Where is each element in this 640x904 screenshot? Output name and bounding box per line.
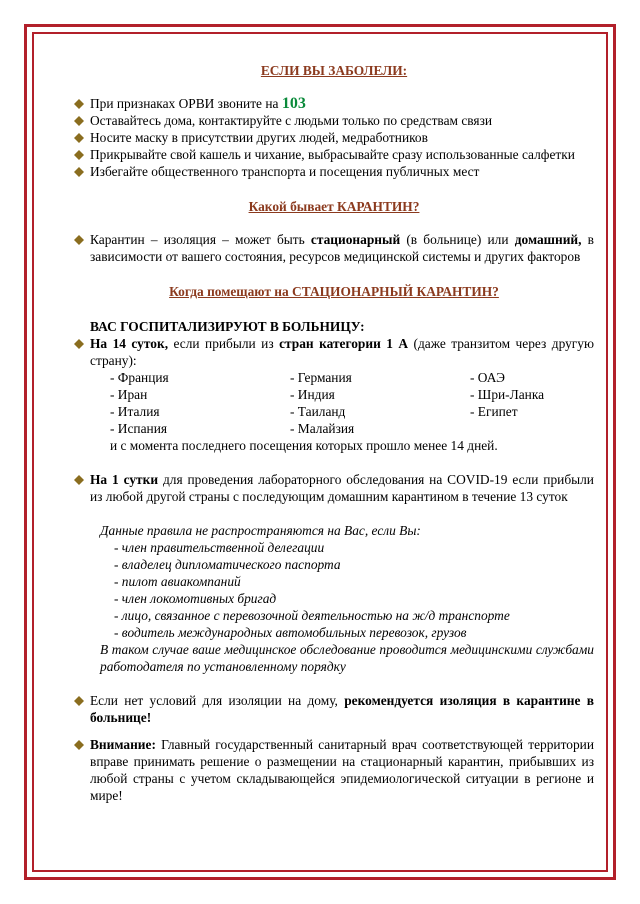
exception-item: - водитель международных автомобильных перевозок, грузов (114, 625, 467, 640)
exception-item: - член правительственной делегации (114, 540, 325, 555)
diamond-bullet-icon (74, 116, 84, 126)
list-item: Носите маску в присутствии других людей, медработников (74, 129, 594, 146)
hospitalization-list (74, 335, 594, 505)
country-item: - Испания (110, 421, 168, 436)
list-item: На 1 сутки для проведения лабораторного обследования на COVID-19 если прибыли из любой другой страны с последующим домашним карантином в течение 13 суток (74, 471, 594, 505)
country-list (110, 369, 594, 437)
list-item: Оставайтесь дома, контактируйте с людьми только по средствам связи (74, 112, 594, 129)
list-item: Если нет условий для изоляции на дому, рекомендуется изоляция в карантине в больнице! (74, 692, 594, 726)
diamond-bullet-icon (74, 99, 84, 109)
diamond-bullet-icon (74, 696, 84, 706)
country-item: - Франция (110, 370, 169, 385)
list-item: При признаках ОРВИ звоните на 103 (74, 95, 594, 112)
exceptions-intro: Данные правила не распространяются на Вас, если Вы: (100, 523, 421, 538)
diamond-bullet-icon (74, 150, 84, 160)
country-item: - ОАЭ (470, 370, 505, 385)
list-item: Внимание: Главный государственный санитарный врач соответствующей территории вправе принимать решение о размещении на стационарный карантин, прибывших из любой страны с учетом складывающейся эпидемиологической ситуации в регионе и мире! (74, 736, 594, 804)
country-item: - Италия (110, 404, 160, 419)
country-item: - Таиланд (290, 404, 346, 419)
country-item: - Иран (110, 387, 148, 402)
sick-advice-list (74, 95, 594, 180)
since-note: и с момента последнего посещения которых прошло менее 14 дней. (110, 438, 498, 453)
heading-if-sick: ЕСЛИ ВЫ ЗАБОЛЕЛИ: (260, 63, 408, 78)
hospitalization-subheading: ВАС ГОСПИТАЛИЗИРУЮТ В БОЛЬНИЦУ: (90, 319, 365, 334)
list-item: Избегайте общественного транспорта и посещения публичных мест (74, 163, 594, 180)
country-item: - Индия (290, 387, 335, 402)
exceptions-block (100, 522, 594, 675)
diamond-bullet-icon (74, 235, 84, 245)
country-item (470, 420, 600, 437)
exception-item: - лицо, связанное с перевозочной деятельностью на ж/д транспорте (114, 608, 510, 623)
phone-number: 103 (281, 95, 306, 112)
list-item: Прикрывайте свой кашель и чихание, выбрасывайте сразу использованные салфетки (74, 146, 594, 163)
list-item: Карантин – изоляция – может быть стационарный (в больнице) или домашний, в зависимости от вашего состояния, ресурсов медицинской системы и других факторов (74, 231, 594, 265)
exception-item: - член локомотивных бригад (114, 591, 277, 606)
final-notes-list (74, 692, 594, 804)
country-item: - Шри-Ланка (470, 387, 545, 402)
document-body (74, 60, 594, 804)
heading-hospital-quarantine: Когда помещают на СТАЦИОНАРНЫЙ КАРАНТИН? (169, 284, 499, 299)
country-item: - Египет (470, 404, 518, 419)
quarantine-types-list (74, 231, 594, 265)
country-item: - Малайзия (290, 421, 355, 436)
diamond-bullet-icon (74, 167, 84, 177)
diamond-bullet-icon (74, 740, 84, 750)
exception-item: - владелец дипломатического паспорта (114, 557, 341, 572)
diamond-bullet-icon (74, 339, 84, 349)
exceptions-outro: В таком случае ваше медицинское обследование проводится медицинскими службами работодателя по установленному порядку (100, 642, 594, 674)
country-item: - Германия (290, 370, 352, 385)
list-item: На 14 суток, если прибыли из стран категории 1 А (даже транзитом через другую страну): - Франция - Германия - ОАЭ - Иран - Индия - Шри-Ланка - Италия - Таиланд - Египет - Испания - Малайзия и с момента последнего посещения которых прошло менее 14 дней. (74, 335, 594, 454)
diamond-bullet-icon (74, 133, 84, 143)
exception-item: - пилот авиакомпаний (114, 574, 241, 589)
diamond-bullet-icon (74, 475, 84, 485)
heading-quarantine-types: Какой бывает КАРАНТИН? (248, 199, 420, 214)
